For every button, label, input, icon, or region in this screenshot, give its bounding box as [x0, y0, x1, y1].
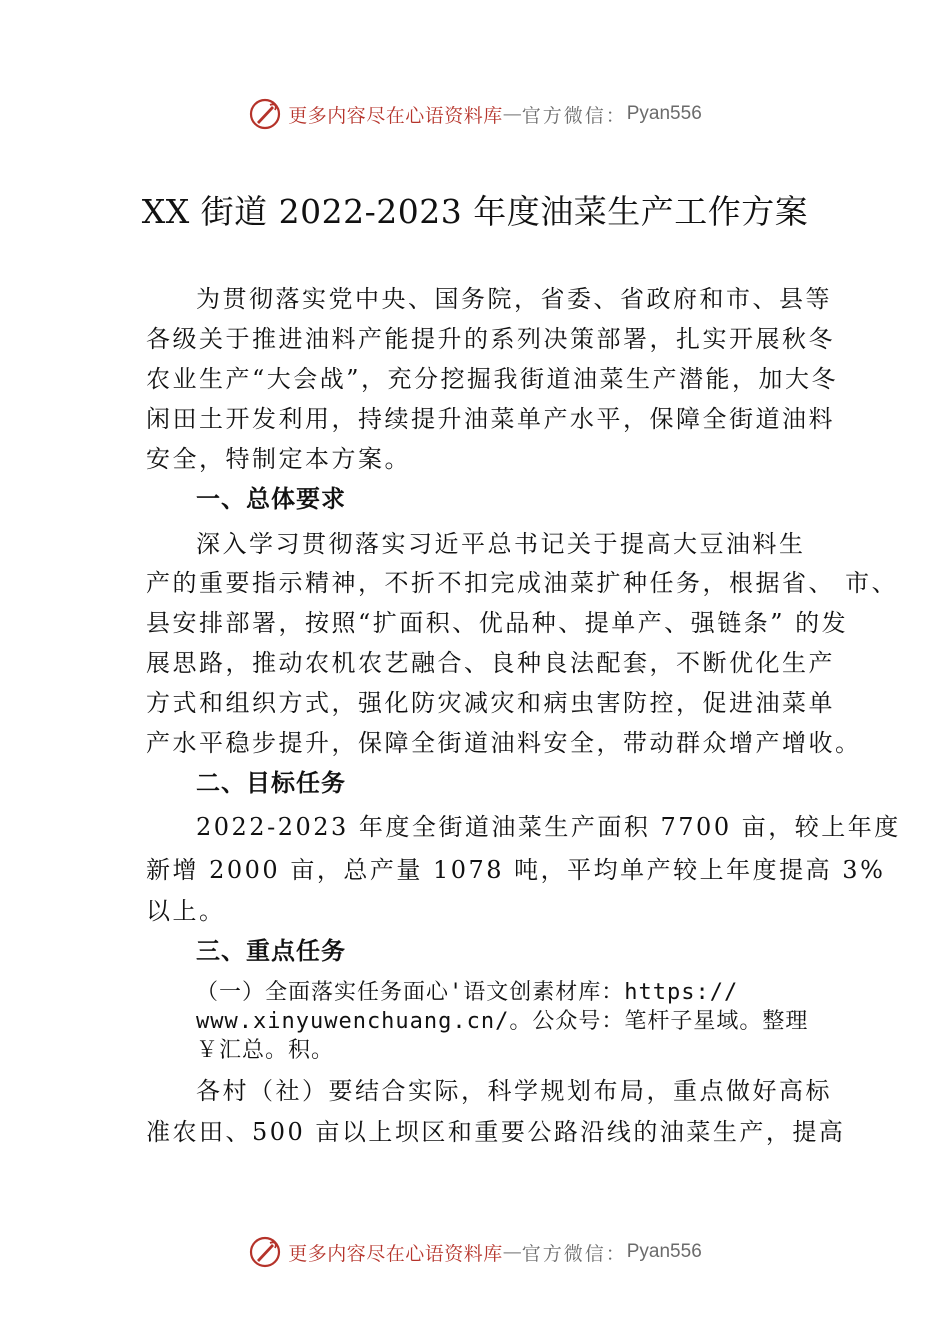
banner-dash: — — [502, 103, 522, 125]
banner-wechat-label: 官方微信： — [521, 104, 627, 127]
quill-logo-icon — [248, 1235, 282, 1269]
paragraph-line: 展思路，推动农机农艺融合、良种良法配套，不断优化生产 — [146, 649, 835, 677]
paragraph-line: 2022-2023 年度全街道油菜生产面积 7700 亩，较上年度 — [196, 813, 901, 841]
document-title: XX 街道 2022-2023 年度油菜生产工作方案 — [141, 192, 809, 231]
paragraph-line: 方式和组织方式，强化防灾减灾和病虫害防控，促进油菜单 — [146, 689, 835, 717]
subheading-line: （一）全面落实任务面心'语文创素材库：https:// — [196, 980, 739, 1005]
footer-watermark-banner — [0, 1232, 950, 1272]
banner-wechat-id: Pyan556 — [626, 1241, 702, 1262]
banner-wechat-label: 官方微信： — [521, 1242, 627, 1265]
paragraph-line: 新增 2000 亩，总产量 1078 吨，平均单产较上年度提高 3% — [146, 856, 886, 884]
section-heading-key-tasks: 三、重点任务 — [196, 937, 346, 965]
paragraph-line: 以上。 — [146, 897, 226, 925]
banner-dash: — — [502, 1241, 522, 1263]
intro-line: 各级关于推进油料产能提升的系列决策部署，扎实开展秋冬 — [146, 325, 835, 353]
paragraph-line: 产水平稳步提升，保障全街道油料安全，带动群众增产增收。 — [146, 729, 862, 757]
banner-brand-text: 更多内容尽在心语资料库 — [288, 1242, 503, 1265]
header-watermark-banner — [0, 94, 950, 134]
intro-line: 闲田土开发利用，持续提升油菜单产水平，保障全街道油料 — [146, 405, 835, 433]
section-heading-targets: 二、目标任务 — [196, 769, 346, 797]
paragraph-line: 准农田、500 亩以上坝区和重要公路沿线的油菜生产，提高 — [146, 1118, 846, 1146]
subheading-line: ￥汇总。积。 — [196, 1038, 335, 1063]
paragraph-line: 县安排部署，按照“扩面积、优品种、提单产、强链条” 的发 — [146, 609, 849, 637]
paragraph-line: 深入学习贯彻落实习近平总书记关于提高大豆油料生 — [196, 530, 806, 558]
paragraph-line: 产的重要指示精神，不折不扣完成油菜扩种任务，根据省、 市、 — [146, 569, 899, 597]
section-heading-general-requirements: 一、总体要求 — [196, 485, 346, 513]
intro-line: 为贯彻落实党中央、国务院，省委、省政府和市、县等 — [196, 285, 832, 313]
quill-logo-icon — [248, 97, 282, 131]
banner-wechat-id: Pyan556 — [626, 103, 702, 124]
paragraph-line: 各村（社）要结合实际，科学规划布局，重点做好高标 — [196, 1077, 832, 1105]
banner-brand-text: 更多内容尽在心语资料库 — [288, 104, 503, 127]
subheading-line: www.xinyuwenchuang.cn/。公众号：笔杆子星域。整理 — [196, 1009, 809, 1034]
intro-line: 农业生产“大会战”，充分挖掘我街道油菜生产潜能，加大冬 — [146, 365, 839, 393]
intro-line: 安全，特制定本方案。 — [146, 445, 411, 473]
